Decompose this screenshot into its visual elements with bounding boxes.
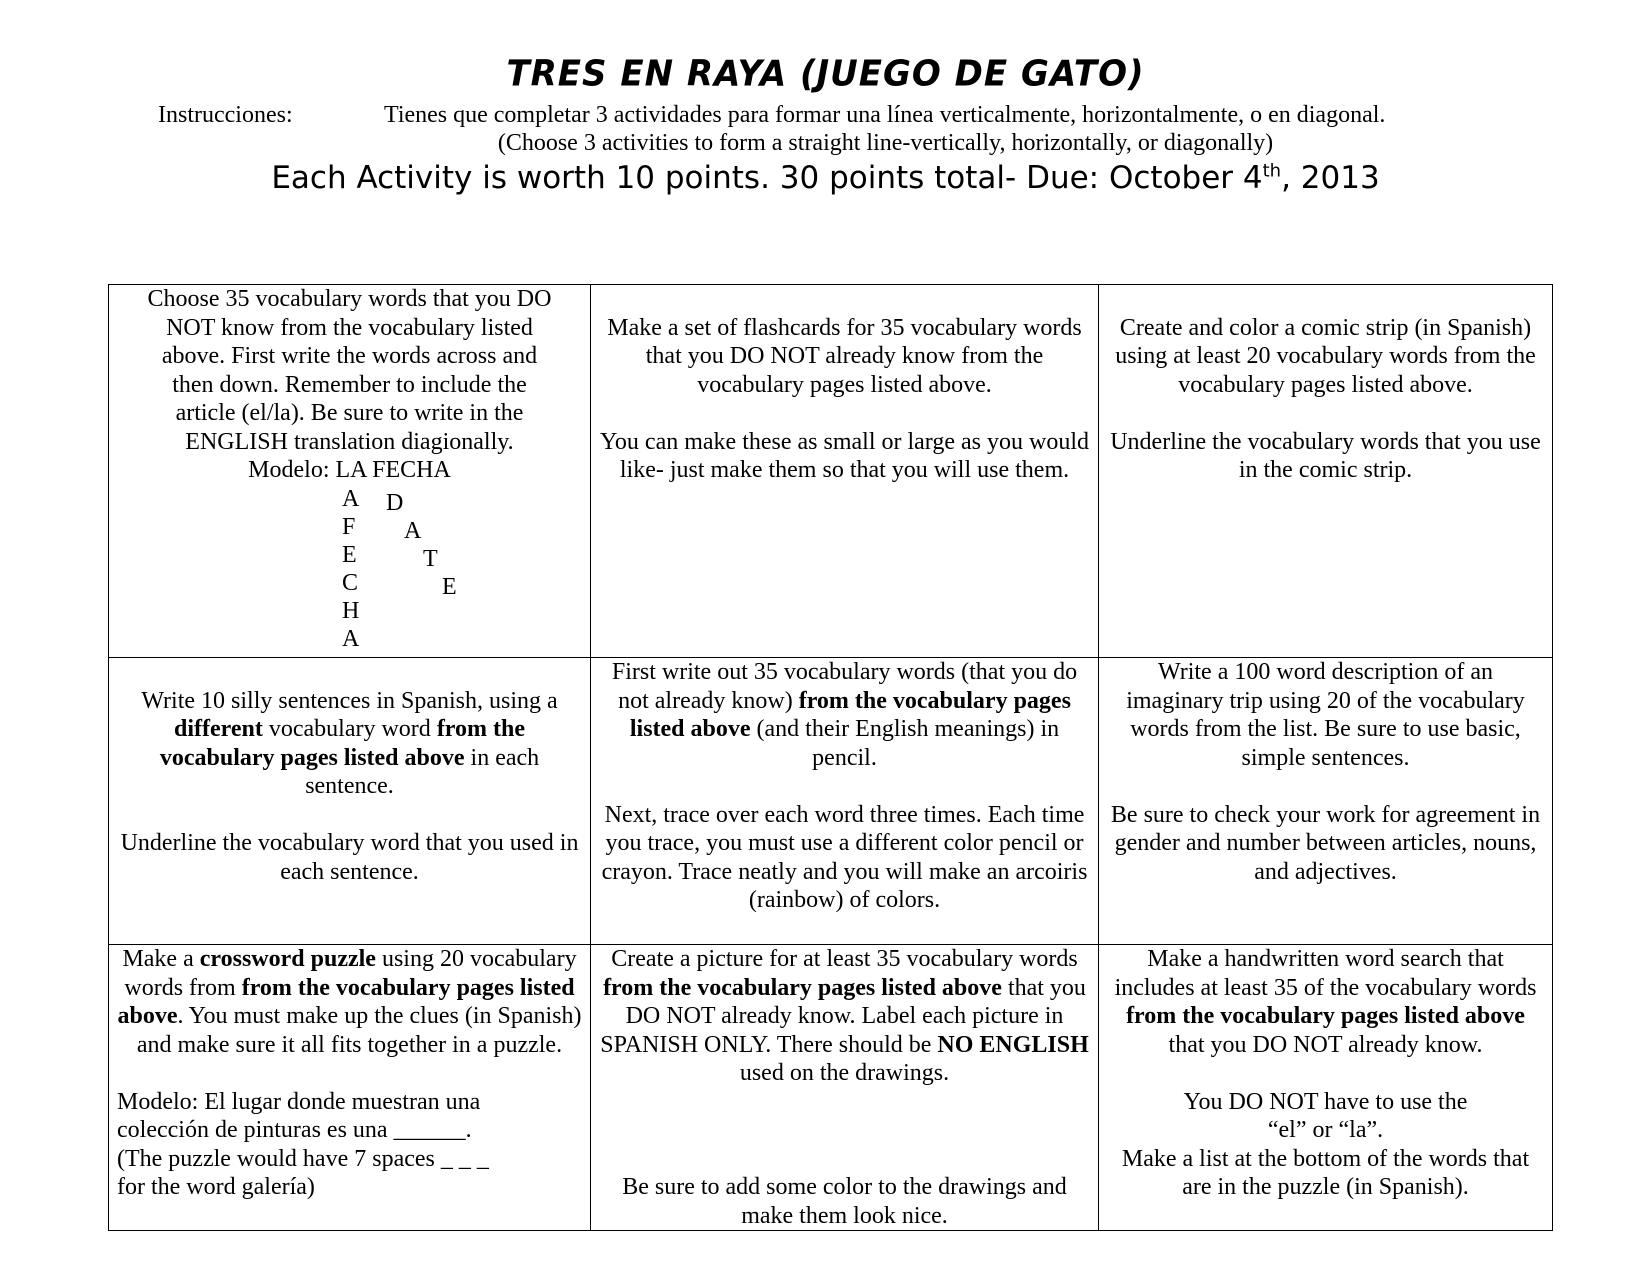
text-run: First write out 35 vocabulary words (that you do not already know) bbox=[611, 659, 1078, 714]
cell-r2c3-paragraph-2: Be sure to check your work for agreement in gender and number between articles, nouns, and adjectives. bbox=[1110, 801, 1541, 885]
down-letter: F bbox=[342, 513, 356, 540]
cell-r1c3-paragraph-1: Create and color a comic strip (in Spanish) using at least 20 vocabulary words from the vocabulary pages listed above. bbox=[1115, 314, 1536, 398]
text-run: used on the drawings. bbox=[739, 1060, 950, 1086]
text-run: Write 10 silly sentences in Spanish, using a bbox=[141, 687, 558, 714]
cell-r3c3-paragraph-1 bbox=[1107, 945, 1544, 1059]
diagonal-letter: D bbox=[386, 489, 404, 516]
cell-r1c1-line-1: Choose 35 vocabulary words that you DO bbox=[147, 286, 552, 312]
bold-run: from the vocabulary pages listed above bbox=[629, 687, 1071, 742]
modelo-letters bbox=[117, 485, 582, 652]
text-run: Make a bbox=[122, 946, 200, 972]
page-title: TRES EN RAYA (JUEGO DE GATO) bbox=[506, 53, 1145, 95]
down-letter: C bbox=[342, 569, 359, 596]
cell-r3c3-line-a: You DO NOT have to use the bbox=[1183, 1088, 1468, 1115]
cell-r2c1-paragraph-1 bbox=[117, 687, 582, 801]
modelo-line-1: Modelo: El lugar donde muestran una bbox=[117, 1088, 481, 1115]
instructions-spanish: Tienes que completar 3 actividades para formar una línea verticalmente, horizontalmente, o en diagonal. bbox=[384, 102, 1386, 128]
activity-cell-r3c1 bbox=[109, 945, 591, 1231]
cell-r2c2-paragraph-2: Next, trace over each word three times. Each time you trace, you must use a different color pencil or crayon. Trace neatly and you will make an arcoiris (rainbow) of colors. bbox=[601, 801, 1088, 913]
cell-r3c2-paragraph-1 bbox=[599, 945, 1090, 1088]
modelo-label: Modelo: LA FECHA bbox=[248, 457, 451, 483]
text-run: that you DO NOT already know. bbox=[1168, 1031, 1483, 1058]
modelo-line-2: colección de pinturas es una ______. bbox=[117, 1117, 472, 1143]
bold-run: different bbox=[173, 716, 263, 742]
instructions-label: Instrucciones: bbox=[158, 102, 293, 128]
activity-cell-r2c2 bbox=[591, 658, 1099, 945]
cell-r1c3-paragraph-2: Underline the vocabulary words that you use in the comic strip. bbox=[1110, 428, 1541, 483]
down-letter: A bbox=[342, 485, 360, 512]
bold-run: from the vocabulary pages listed above bbox=[117, 974, 575, 1029]
cell-r1c2-paragraph-2: You can make these as small or large as you would like- just make them so that you will use them. bbox=[599, 428, 1090, 483]
activity-cell-r3c3 bbox=[1099, 945, 1553, 1231]
points-superscript: th bbox=[1262, 160, 1282, 182]
text-run: Create a picture for at least 35 vocabulary words bbox=[611, 946, 1078, 972]
points-year: , 2013 bbox=[1281, 160, 1380, 196]
text-run: . You must make up the clues (in Spanish) and make sure it all fits together in a puzzle. bbox=[136, 1003, 582, 1058]
text-run: that you DO NOT already know. Label each picture in SPANISH ONLY. There should be bbox=[600, 974, 1086, 1058]
cell-r2c3-paragraph-1: Write a 100 word description of an imaginary trip using 20 of the vocabulary words from the list. Be sure to use basic, simple sentences. bbox=[1126, 659, 1525, 771]
cell-r3c2-paragraph-2: Be sure to add some color to the drawings and make them look nice. bbox=[622, 1174, 1067, 1229]
bold-run: from the vocabulary pages listed above bbox=[159, 716, 526, 771]
activity-cell-r3c2 bbox=[591, 945, 1099, 1231]
points-line bbox=[0, 158, 1651, 198]
diagonal-letter: A bbox=[404, 517, 422, 544]
points-text: Each Activity is worth 10 points. 30 points total- Due: October 4 bbox=[271, 160, 1263, 196]
down-letter: H bbox=[342, 597, 360, 624]
text-run: vocabulary word bbox=[262, 716, 437, 742]
activity-cell-r2c1 bbox=[109, 658, 591, 945]
cell-r3c1-paragraph-1 bbox=[117, 945, 582, 1059]
cell-r1c1-line-5: article (el/la). Be sure to write in the bbox=[175, 400, 524, 426]
down-letter: A bbox=[342, 625, 360, 652]
instructions-english: (Choose 3 activities to form a straight line-vertically, horizontally, or diagonally) bbox=[497, 130, 1274, 156]
cell-r1c1-line-3: above. First write the words across and bbox=[161, 343, 538, 369]
text-run: Make a handwritten word search that includes at least 35 of the vocabulary words bbox=[1114, 946, 1537, 1001]
bold-run: from the vocabulary pages listed above bbox=[603, 974, 1002, 1001]
bold-run: NO ENGLISH bbox=[937, 1031, 1089, 1058]
cell-r2c1-paragraph-2: Underline the vocabulary word that you used in each sentence. bbox=[120, 830, 579, 885]
activity-cell-r1c3 bbox=[1099, 285, 1553, 658]
cell-r1c1-line-2: NOT know from the vocabulary listed bbox=[166, 314, 533, 341]
modelo-line-4: for the word galería) bbox=[117, 1174, 315, 1200]
diagonal-letter: E bbox=[442, 573, 457, 600]
text-run: (and their English meanings) in pencil. bbox=[750, 716, 1060, 771]
cell-r1c2-paragraph-1: Make a set of flashcards for 35 vocabulary words that you DO NOT already know from the vocabulary pages listed above. bbox=[607, 314, 1082, 398]
activity-cell-r2c3 bbox=[1099, 658, 1553, 945]
bold-run: crossword puzzle bbox=[199, 946, 376, 972]
cell-r3c3-paragraph-3: Make a list at the bottom of the words that are in the puzzle (in Spanish). bbox=[1121, 1145, 1530, 1200]
bold-run: from the vocabulary pages listed above bbox=[1126, 1003, 1525, 1029]
down-letter: E bbox=[342, 541, 357, 568]
cell-r1c1-line-4: then down. Remember to include the bbox=[172, 371, 527, 398]
cell-r3c3-line-b: “el” or “la”. bbox=[1267, 1117, 1384, 1143]
text-run: in each sentence. bbox=[305, 744, 540, 799]
modelo-line-3: (The puzzle would have 7 spaces _ _ _ bbox=[117, 1145, 489, 1172]
activity-cell-r1c1 bbox=[109, 285, 591, 658]
text-run: using 20 vocabulary words from bbox=[124, 946, 577, 1001]
diagonal-letter: T bbox=[423, 545, 438, 572]
activity-grid bbox=[108, 284, 1553, 1231]
cell-r2c2-paragraph-1 bbox=[599, 658, 1090, 772]
activity-cell-r1c2 bbox=[591, 285, 1099, 658]
cell-r1c1-line-6: ENGLISH translation diagionally. bbox=[185, 428, 514, 455]
